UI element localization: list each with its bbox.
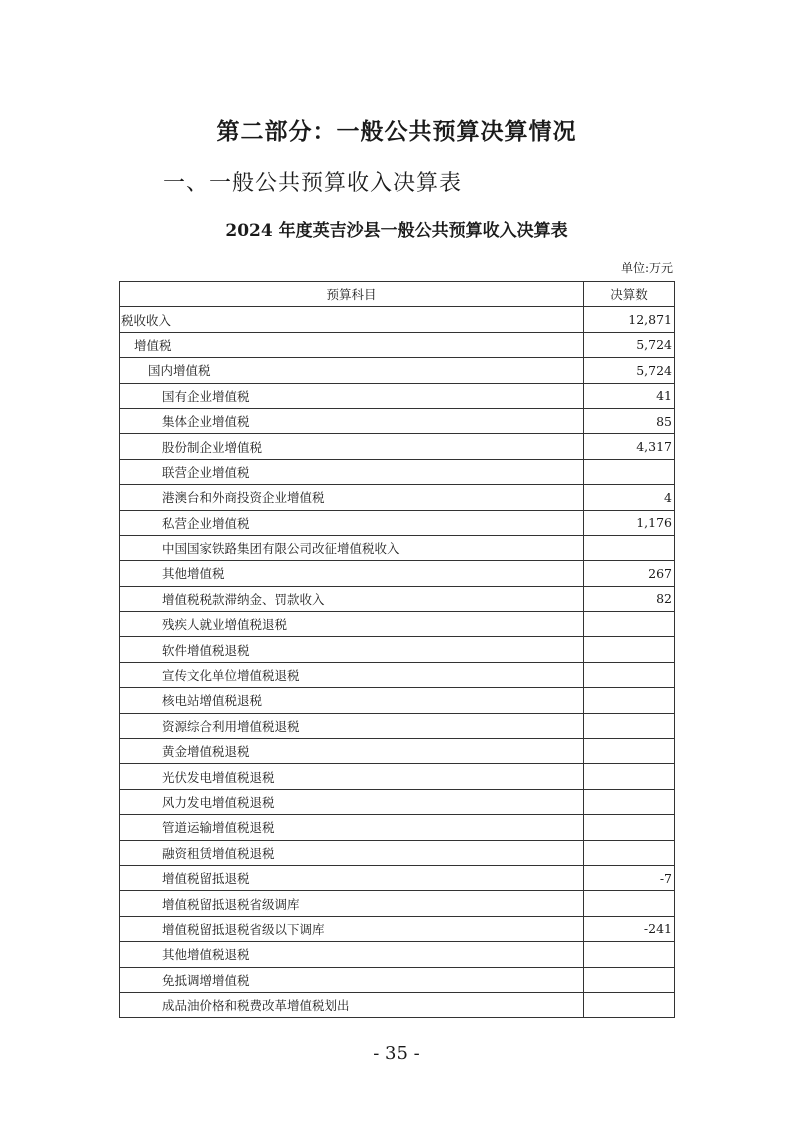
header-final-amount: 决算数 [584, 282, 675, 307]
row-item-name: 港澳台和外商投资企业增值税 [120, 485, 584, 510]
row-item-value: 5,724 [584, 358, 675, 383]
row-item-value [584, 459, 675, 484]
row-item-value: -241 [584, 916, 675, 941]
row-item-value: 82 [584, 586, 675, 611]
table-row [120, 916, 675, 941]
row-item-name: 增值税留抵退税省级以下调库 [120, 916, 584, 941]
row-item-value [584, 840, 675, 865]
row-item-name: 国有企业增值税 [120, 383, 584, 408]
table-row [120, 942, 675, 967]
row-item-value [584, 967, 675, 992]
header-budget-item: 预算科目 [120, 282, 584, 307]
row-item-name: 黄金增值税退税 [120, 739, 584, 764]
row-item-name: 其他增值税退税 [120, 942, 584, 967]
table-row [120, 612, 675, 637]
row-item-value [584, 942, 675, 967]
row-item-value [584, 662, 675, 687]
row-item-value: -7 [584, 865, 675, 890]
table-title: 2024 年度英吉沙县一般公共预算收入决算表 [225, 221, 568, 241]
row-item-name: 增值税留抵退税 [120, 865, 584, 890]
table-row [120, 637, 675, 662]
unit-label: 单位:万元 [620, 261, 673, 275]
row-item-name: 光伏发电增值税退税 [120, 764, 584, 789]
row-item-value [584, 789, 675, 814]
table-row [120, 764, 675, 789]
row-item-name: 股份制企业增值税 [120, 434, 584, 459]
row-item-name: 残疾人就业增值税退税 [120, 612, 584, 637]
row-item-name: 私营企业增值税 [120, 510, 584, 535]
table-row [120, 510, 675, 535]
table-row [120, 789, 675, 814]
table-row [120, 307, 675, 332]
row-item-name: 免抵调增增值税 [120, 967, 584, 992]
row-item-value [584, 535, 675, 560]
table-row [120, 713, 675, 738]
table-row [120, 485, 675, 510]
table-row [120, 815, 675, 840]
row-item-name: 资源综合利用增值税退税 [120, 713, 584, 738]
row-item-value: 41 [584, 383, 675, 408]
table-row [120, 561, 675, 586]
row-item-name: 管道运输增值税退税 [120, 815, 584, 840]
table-row [120, 865, 675, 890]
table-row [120, 992, 675, 1017]
row-item-name: 融资租赁增值税退税 [120, 840, 584, 865]
table-row [120, 383, 675, 408]
budget-revenue-table [119, 281, 675, 1018]
row-item-value [584, 637, 675, 662]
row-item-name: 增值税 [120, 332, 584, 357]
row-item-value: 85 [584, 408, 675, 433]
row-item-name: 增值税留抵退税省级调库 [120, 891, 584, 916]
row-item-name: 风力发电增值税退税 [120, 789, 584, 814]
row-item-name: 税收收入 [120, 307, 584, 332]
row-item-name: 宣传文化单位增值税退税 [120, 662, 584, 687]
row-item-name: 联营企业增值税 [120, 459, 584, 484]
row-item-value [584, 764, 675, 789]
row-item-name: 软件增值税退税 [120, 637, 584, 662]
row-item-name: 成品油价格和税费改革增值税划出 [120, 992, 584, 1017]
table-row [120, 459, 675, 484]
row-item-value: 1,176 [584, 510, 675, 535]
table-row [120, 967, 675, 992]
table-row [120, 739, 675, 764]
part-title: 第二部分：一般公共预算决算情况 [216, 118, 577, 145]
row-item-value [584, 815, 675, 840]
row-item-value: 267 [584, 561, 675, 586]
row-item-name: 集体企业增值税 [120, 408, 584, 433]
row-item-name: 核电站增值税退税 [120, 688, 584, 713]
table-row [120, 688, 675, 713]
table-row [120, 891, 675, 916]
row-item-value: 4,317 [584, 434, 675, 459]
table-row [120, 408, 675, 433]
row-item-value [584, 739, 675, 764]
table-row [120, 332, 675, 357]
row-item-value: 12,871 [584, 307, 675, 332]
table-row [120, 840, 675, 865]
table-row [120, 434, 675, 459]
table-row [120, 535, 675, 560]
table-row [120, 662, 675, 687]
table-row [120, 586, 675, 611]
row-item-name: 中国国家铁路集团有限公司改征增值税收入 [120, 535, 584, 560]
row-item-value [584, 992, 675, 1017]
row-item-value [584, 713, 675, 738]
row-item-value [584, 891, 675, 916]
row-item-value [584, 688, 675, 713]
row-item-name: 其他增值税 [120, 561, 584, 586]
row-item-name: 增值税税款滞纳金、罚款收入 [120, 586, 584, 611]
row-item-value: 5,724 [584, 332, 675, 357]
page-number: - 35 - [373, 1043, 420, 1064]
table-row [120, 358, 675, 383]
row-item-value [584, 612, 675, 637]
row-item-value: 4 [584, 485, 675, 510]
section-title: 一、一般公共预算收入决算表 [163, 171, 463, 196]
row-item-name: 国内增值税 [120, 358, 584, 383]
table-header-row [120, 282, 675, 307]
